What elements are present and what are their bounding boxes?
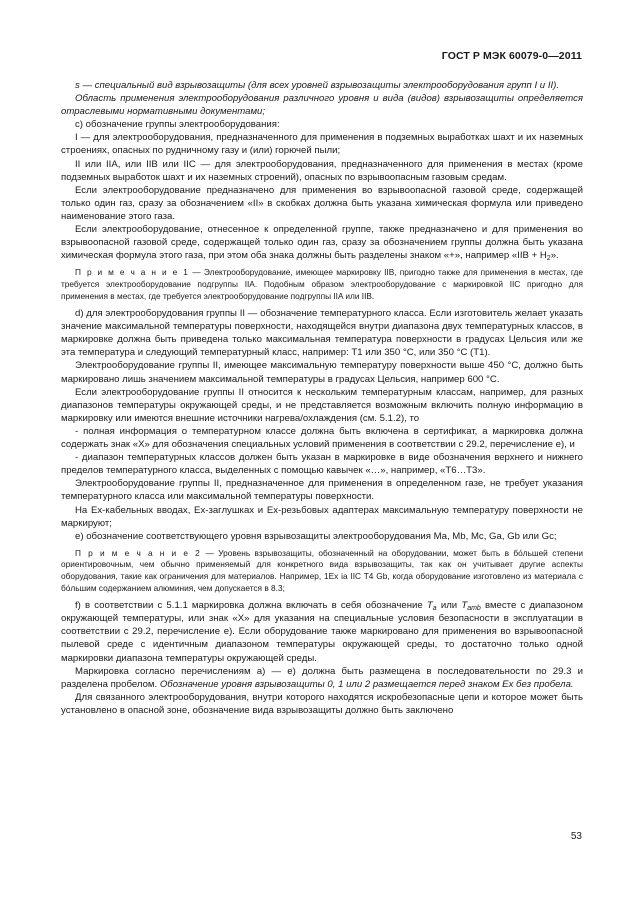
paragraph [61, 118, 583, 131]
text-run: f) в соответствии с 5.1.1 маркировка должна включать в себя обозначение [75, 600, 427, 612]
paragraph [61, 691, 583, 717]
paragraph [61, 158, 583, 184]
paragraph [61, 425, 583, 451]
paragraph [61, 131, 583, 157]
text-run: Электрооборудование группы II, имеющее максимальную температуру поверхности выше 450 °C, должно быть маркировано лишь значением максимальной температуры в градусах Цельсия, например 600 °C. [61, 360, 583, 385]
paragraph [61, 451, 583, 477]
text-run: или [436, 600, 462, 612]
text-run: Если электрооборудование группы II относится к нескольким температурным классам, например, для разных диапазонов температуры окружающей среды, и не представляется возможным включить полную информацию в маркировку или имеются внешние источники нагрева/охлаждения (см. 5.1.2), то [61, 386, 583, 424]
text-run: — Уровень взрывозащиты, обозначенный на оборудовании, может быть в бо́льшей степени ориентировочным, чем обычно применяемый для конкретного вида взрывозащиты, так как он учитывает другие аспекты оборудования, такие как ограничения для материалов. Например, 1Ex ia IIC T4 Gb, когда оборудование изготовлено из материала с бо́льшим содержанием алюминия, чем допускается в 8.3; [61, 547, 583, 593]
text-run: e) обозначение соответствующего уровня взрывозащиты электрооборудования Ma, Mb, Mc, Ga, Gb или Gc; [75, 530, 557, 542]
paragraph [61, 359, 583, 385]
paragraph [61, 79, 583, 92]
text-run: Для связанного электрооборудования, внутри которого находятся искробезопасные цепи и которое может быть установлено в опасной зоне, обозначение вида взрывозащиты должно быть заключено [61, 691, 583, 716]
text-run: Если электрооборудование, отнесенное к определенной группе, также предназначено и для применения во взрывоопасной газовой среде, содержащей только один газ, сразу за обозначением группы должна быть указана химическая формула этого газа, при этом оба знака должны быть разделены знаком «+», например «IIB + H [61, 224, 583, 262]
text-run: II или IIA, или IIB или IIC — для электрооборудования, предназначенного для применения в местах (кроме подземных выработок шахт и их наземных строений), опасных по взрывоопасным газовым средам. [61, 158, 583, 183]
paragraph [61, 477, 583, 503]
page-number: 53 [570, 831, 582, 842]
paragraph [61, 184, 583, 223]
text-run: I — для электрооборудования, предназначенного для применения в подземных выработках шахт и их наземных строениях, опасных по рудничному газу и (или) горючей пыли; [61, 132, 583, 157]
text-run: П р и м е ч а н и е 1 [75, 267, 190, 278]
document-header: ГОСТ Р МЭК 60079-0—2011 [441, 50, 582, 62]
paragraph [61, 599, 583, 664]
subscript: 2 [546, 255, 551, 263]
paragraph [61, 223, 583, 262]
paragraph [61, 530, 583, 543]
paragraph [61, 665, 583, 691]
text-run: s — специальный вид взрывозащиты (для всех уровней взрывозащиты электрооборудования групп I и II). [75, 80, 560, 91]
text-run: T [461, 600, 468, 612]
text-run: d) для электрооборудования группы II — обозначение температурного класса. Если изготовитель желает указать значение максимальной температуры поверхности, находящейся внутри диапазона двух температурных классов, в маркировке должна быть приведена только максимальная температура поверхности в градусах Цельсия или же эта температура и следующий температурный класс, например: T1 или 350 °C, или 350 °C (T1). [61, 308, 583, 359]
text-run: - полная информация о температурном классе должна быть включена в сертификат, а маркировка должна содержать знак «Х» для обозначения специальных условий применения в соответствии с 29.2, перечисление е), и [61, 425, 583, 451]
text-run: T [426, 600, 433, 612]
paragraph [61, 504, 583, 530]
paragraph [61, 307, 583, 359]
text-run: Электрооборудование группы II, предназначенное для применения в определенном газе, не требует указания температурного класса или максимальной температуры поверхности. [61, 478, 583, 503]
text-run: ». [550, 250, 559, 262]
subscript: a [432, 605, 437, 613]
text-run: - диапазон температурных классов должен быть указан в маркировке в виде обозначения верхнего и нижнего пределов температурного класса, выделенных с помощью кавычек «…», например, «Т6…Т3». [61, 452, 583, 477]
text-run: Обозначение уровня взрывозащиты 0, 1 или 2 размещается перед знаком Ex без пробела. [159, 678, 574, 690]
text-run: П р и м е ч а н и е 2 [75, 547, 202, 558]
text-run: вместе с диапазоном окружающей температуры, или знак «Х» для указания на специальные условия безопасности в эксплуатации в соответствии с 29.2, перечисление е). Если оборудование также маркировано для применения во взрывоопасной пылевой среде с идентичным диапазоном температуры окружающей среды, то достаточно только одной маркировки диапазона температуры окружающей среды. [61, 600, 583, 664]
note-paragraph [61, 267, 583, 302]
text-run: — Электрооборудование, имеющее маркировку IIB, пригодно также для применения в местах, где требуется электрооборудование подгруппы IIA. Подобным образом электрооборудование с маркировкой IIC пригодно для применения в местах, где требуется электрооборудование подгруппы IIA или IIB. [61, 267, 583, 301]
paragraph [61, 386, 583, 425]
note-paragraph [61, 548, 583, 594]
text-run: Область применения электрооборудования различного уровня и вида (видов) взрывозащиты определяется отраслевыми нормативными документами; [61, 93, 583, 118]
body-text [61, 79, 583, 717]
text-run: с) обозначение группы электрооборудования: [75, 119, 280, 131]
text-run: На Ex-кабельных вводах, Ex-заглушках и Ex-резьбовых адаптерах максимальную температуру поверхности не маркируют; [61, 504, 583, 529]
text-run: Маркировка согласно перечислениям а) — е) должна быть размещена в последовательности по 29.3 и разделена пробелом. [61, 665, 583, 690]
subscript: amb [467, 605, 481, 613]
paragraph [61, 92, 583, 118]
text-run: Если электрооборудование предназначено для применения во взрывоопасной газовой среде, содержащей только один газ, сразу за обозначением «II» в скобках должна быть указана химическая формула или приведено наименование этого газа. [61, 184, 583, 222]
